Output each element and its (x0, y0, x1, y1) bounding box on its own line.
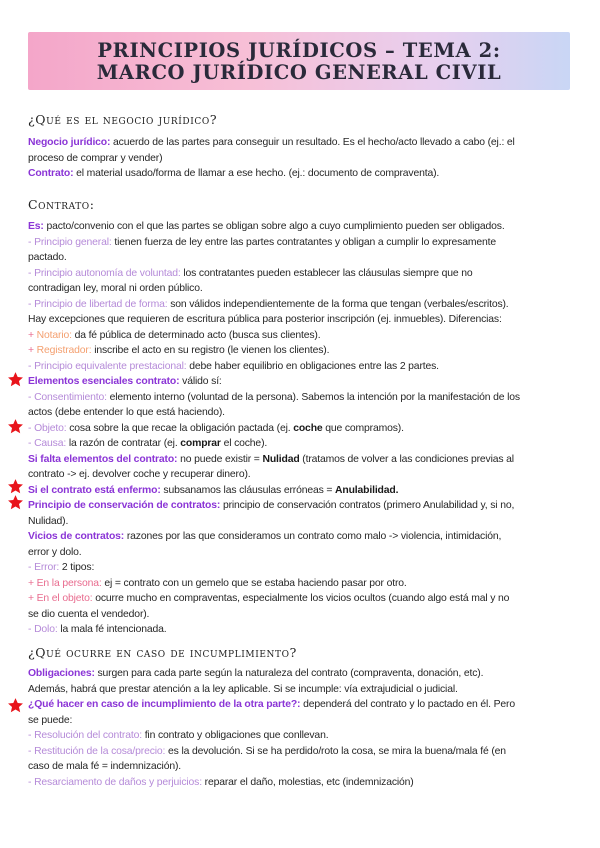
text-line (28, 390, 573, 406)
text-segment: el material usado/forma de llamar a ese hecho. (ej.: documento de compraventa). (73, 168, 440, 179)
text-segment: cosa sobre la que recae la obligación pactada (ej. (66, 422, 294, 434)
text-segment: Consentimiento: (34, 391, 107, 403)
text-segment: Principio equivalente prestacional: (34, 360, 187, 372)
text-segment: caso de mala fé = indemnización). (28, 761, 182, 772)
text-segment: - (28, 745, 35, 757)
text-segment: debe haber equilibrio en obligaciones entre las 2 partes. (186, 360, 439, 372)
text-segment: actos (debe entender lo que está haciendo). (28, 407, 225, 418)
text-segment: fin contrato y obligaciones que conllevan. (141, 730, 329, 741)
text-segment: los contratantes pueden establecer las cláusulas siempre que no (180, 267, 473, 279)
section-body-contrato (28, 219, 573, 638)
text-line (28, 622, 573, 638)
text-line (28, 135, 573, 151)
text-segment: dependerá del contrato y lo pactado en él. Pero (300, 699, 515, 710)
text-line (28, 374, 573, 390)
text-segment: acuerdo de las partes para conseguir un resultado. Es el hecho/acto llevado a cabo (ej.: el (110, 137, 515, 148)
text-segment: Principio de conservación de contratos: (28, 500, 221, 511)
title-line-1: PRINCIPIOS JURÍDICOS – TEMA 2: (97, 39, 501, 62)
text-segment: pacto/convenio con el que las partes se obligan sobre algo a cuyo cumplimiento pueden ser obligados. (43, 221, 505, 232)
text-segment: no puede existir = (177, 453, 263, 465)
star-icon (7, 478, 24, 495)
star-icon (7, 697, 24, 714)
text-segment: surgen para cada parte según la naturaleza del contrato (compraventa, donación, etc). (94, 668, 484, 679)
text-segment: Resolución del contrato: (34, 730, 142, 741)
star-icon (7, 371, 24, 388)
text-segment: Principio de libertad de forma: (34, 298, 168, 310)
text-segment: + (28, 329, 37, 341)
text-line (28, 421, 573, 437)
star-icon (7, 494, 24, 511)
text-segment: error y dolo. (28, 546, 82, 558)
text-segment: 2 tipos: (59, 562, 95, 573)
text-segment: válido sí: (179, 376, 222, 387)
text-segment: - (28, 360, 35, 372)
text-segment: Resarciamento de daños y perjuicios: (34, 776, 202, 788)
text-segment: Notario: (36, 329, 72, 341)
text-line (28, 744, 573, 760)
text-segment: contrato -> ej. devolver coche y recuperar dinero). (28, 469, 251, 480)
text-segment: ej = contrato con un gemelo que se estaba haciendo pasar por otro. (101, 577, 407, 589)
text-segment: subsanamos las cláusulas erróneas = (160, 484, 336, 496)
text-segment: tienen fuerza de ley entre las partes contratantes y obligan a cumplir lo expresamente (111, 236, 496, 248)
text-line (28, 343, 573, 359)
text-segment: se puede: (28, 714, 73, 726)
text-line (28, 728, 573, 744)
text-segment: + (28, 345, 37, 356)
title-line-2: MARCO JURÍDICO GENERAL CIVIL (96, 61, 502, 84)
text-segment: Elementos esenciales contrato: (28, 376, 180, 387)
text-segment: Si el contrato está enfermo: (28, 484, 161, 496)
text-line (28, 591, 573, 607)
text-segment: comprar (180, 438, 221, 449)
section-heading-contrato: Contrato: (28, 197, 95, 212)
text-segment: Vicios de contratos: (28, 531, 125, 542)
text-segment: Dolo: (34, 624, 58, 635)
star-icon (7, 418, 24, 435)
keyword: Contrato: (28, 168, 74, 179)
section-body-incumplimiento (28, 666, 573, 790)
text-line (28, 452, 573, 468)
text-line (28, 297, 573, 313)
text-segment: En el objeto: (36, 593, 93, 604)
text-segment: - (28, 730, 35, 741)
text-segment: la mala fé intencionada. (57, 624, 167, 635)
text-segment: que compramos). (322, 422, 404, 434)
text-segment: la razón de contratar (ej. (66, 438, 181, 449)
text-segment: son válidos independientemente de la forma que tengan (verbales/escritos). (167, 298, 509, 310)
text-segment: Restitución de la cosa/precio: (34, 745, 166, 757)
text-segment: principio de conservación contratos (primero Anulabilidad y, si no, (220, 500, 515, 511)
text-segment: Obligaciones: (28, 668, 95, 679)
text-line (28, 529, 573, 545)
text-segment: elemento interno (voluntad de la persona). Sabemos la intención por la manifestación de los (106, 391, 520, 403)
text-line (28, 576, 573, 592)
text-segment: reparar el daño, molestias, etc (indemnización) (201, 776, 414, 788)
section-heading-incumplimiento: ¿Qué ocurre en caso de incumplimiento? (28, 645, 297, 660)
text-line (28, 483, 573, 499)
text-segment: Error: (34, 562, 60, 573)
text-segment: + (28, 593, 37, 604)
text-segment: Causa: (34, 438, 67, 449)
text-segment: - (28, 422, 35, 434)
text-segment: Nulidad). (28, 515, 69, 527)
text-segment: Registrador: (36, 345, 92, 356)
text-segment: En la persona: (36, 577, 102, 589)
text-segment: da fé pública de determinado acto (busca sus clientes). (71, 329, 321, 341)
text-line (28, 560, 573, 576)
text-segment: - (28, 298, 35, 310)
section-body-negocio (28, 135, 573, 182)
text-line (28, 775, 573, 791)
text-segment: Nulidad (262, 453, 300, 465)
subpoint: Principio general: (34, 236, 112, 248)
text-line (28, 328, 573, 344)
text-segment: Si falta elementos del contrato: (28, 453, 178, 465)
text-line (28, 219, 573, 235)
section-heading-negocio: ¿Qué es el negocio jurídico? (28, 112, 218, 127)
text-segment: pactado. (28, 252, 67, 263)
text-segment: - (28, 776, 35, 788)
text-segment: - (28, 624, 35, 635)
text-segment: ocurre mucho en compraventas, especialmente los vicios ocultos (cuando algo está mal y no (92, 593, 510, 604)
text-segment: coche (293, 422, 323, 434)
text-segment: - (28, 391, 35, 403)
text-segment: - (28, 562, 35, 573)
text-segment: Principio autonomía de voluntad: (34, 267, 181, 279)
text-segment: - (28, 236, 35, 248)
text-line (28, 359, 573, 375)
text-segment: + (28, 577, 37, 589)
text-segment: inscribe el acto en su registro (le vienen los clientes). (91, 345, 330, 356)
text-line (28, 266, 573, 282)
text-line (28, 436, 573, 452)
text-segment: Además, habrá que prestar atención a la ley aplicable. Si se incumple: vía extrajudicial o judicial. (28, 683, 458, 695)
text-segment: Objeto: (34, 422, 67, 434)
text-segment: (tratamos de volver a las condiciones previas al (299, 453, 514, 465)
text-segment: Anulabilidad. (335, 484, 399, 496)
text-segment: Es: (28, 221, 44, 232)
text-segment: proceso de comprar y vender) (28, 152, 163, 164)
text-segment: se dio cuenta el vendedor). (28, 608, 150, 620)
text-segment: ¿Qué hacer en caso de incumplimiento de la otra parte?: (28, 699, 301, 710)
text-line (28, 498, 573, 514)
text-segment: contradigan ley, moral ni orden público. (28, 283, 203, 294)
text-segment: razones por las que consideramos un contrato como malo -> violencia, intimidación, (124, 531, 502, 542)
text-segment: - (28, 267, 35, 279)
text-segment: Hay excepciones que requieren de escritura pública para posterior inscripción (ej. inmuebles). Diferencias: (28, 314, 502, 325)
text-segment: el coche). (220, 438, 268, 449)
text-segment: - (28, 438, 35, 449)
text-line (28, 166, 573, 182)
text-line (28, 235, 573, 251)
text-line (28, 666, 573, 682)
page-title (28, 40, 570, 84)
text-segment: es la devolución. Si se ha perdido/roto la cosa, se mira la buena/mala fé (en (165, 745, 506, 757)
keyword: Negocio jurídico: (28, 137, 111, 148)
text-line (28, 697, 573, 713)
